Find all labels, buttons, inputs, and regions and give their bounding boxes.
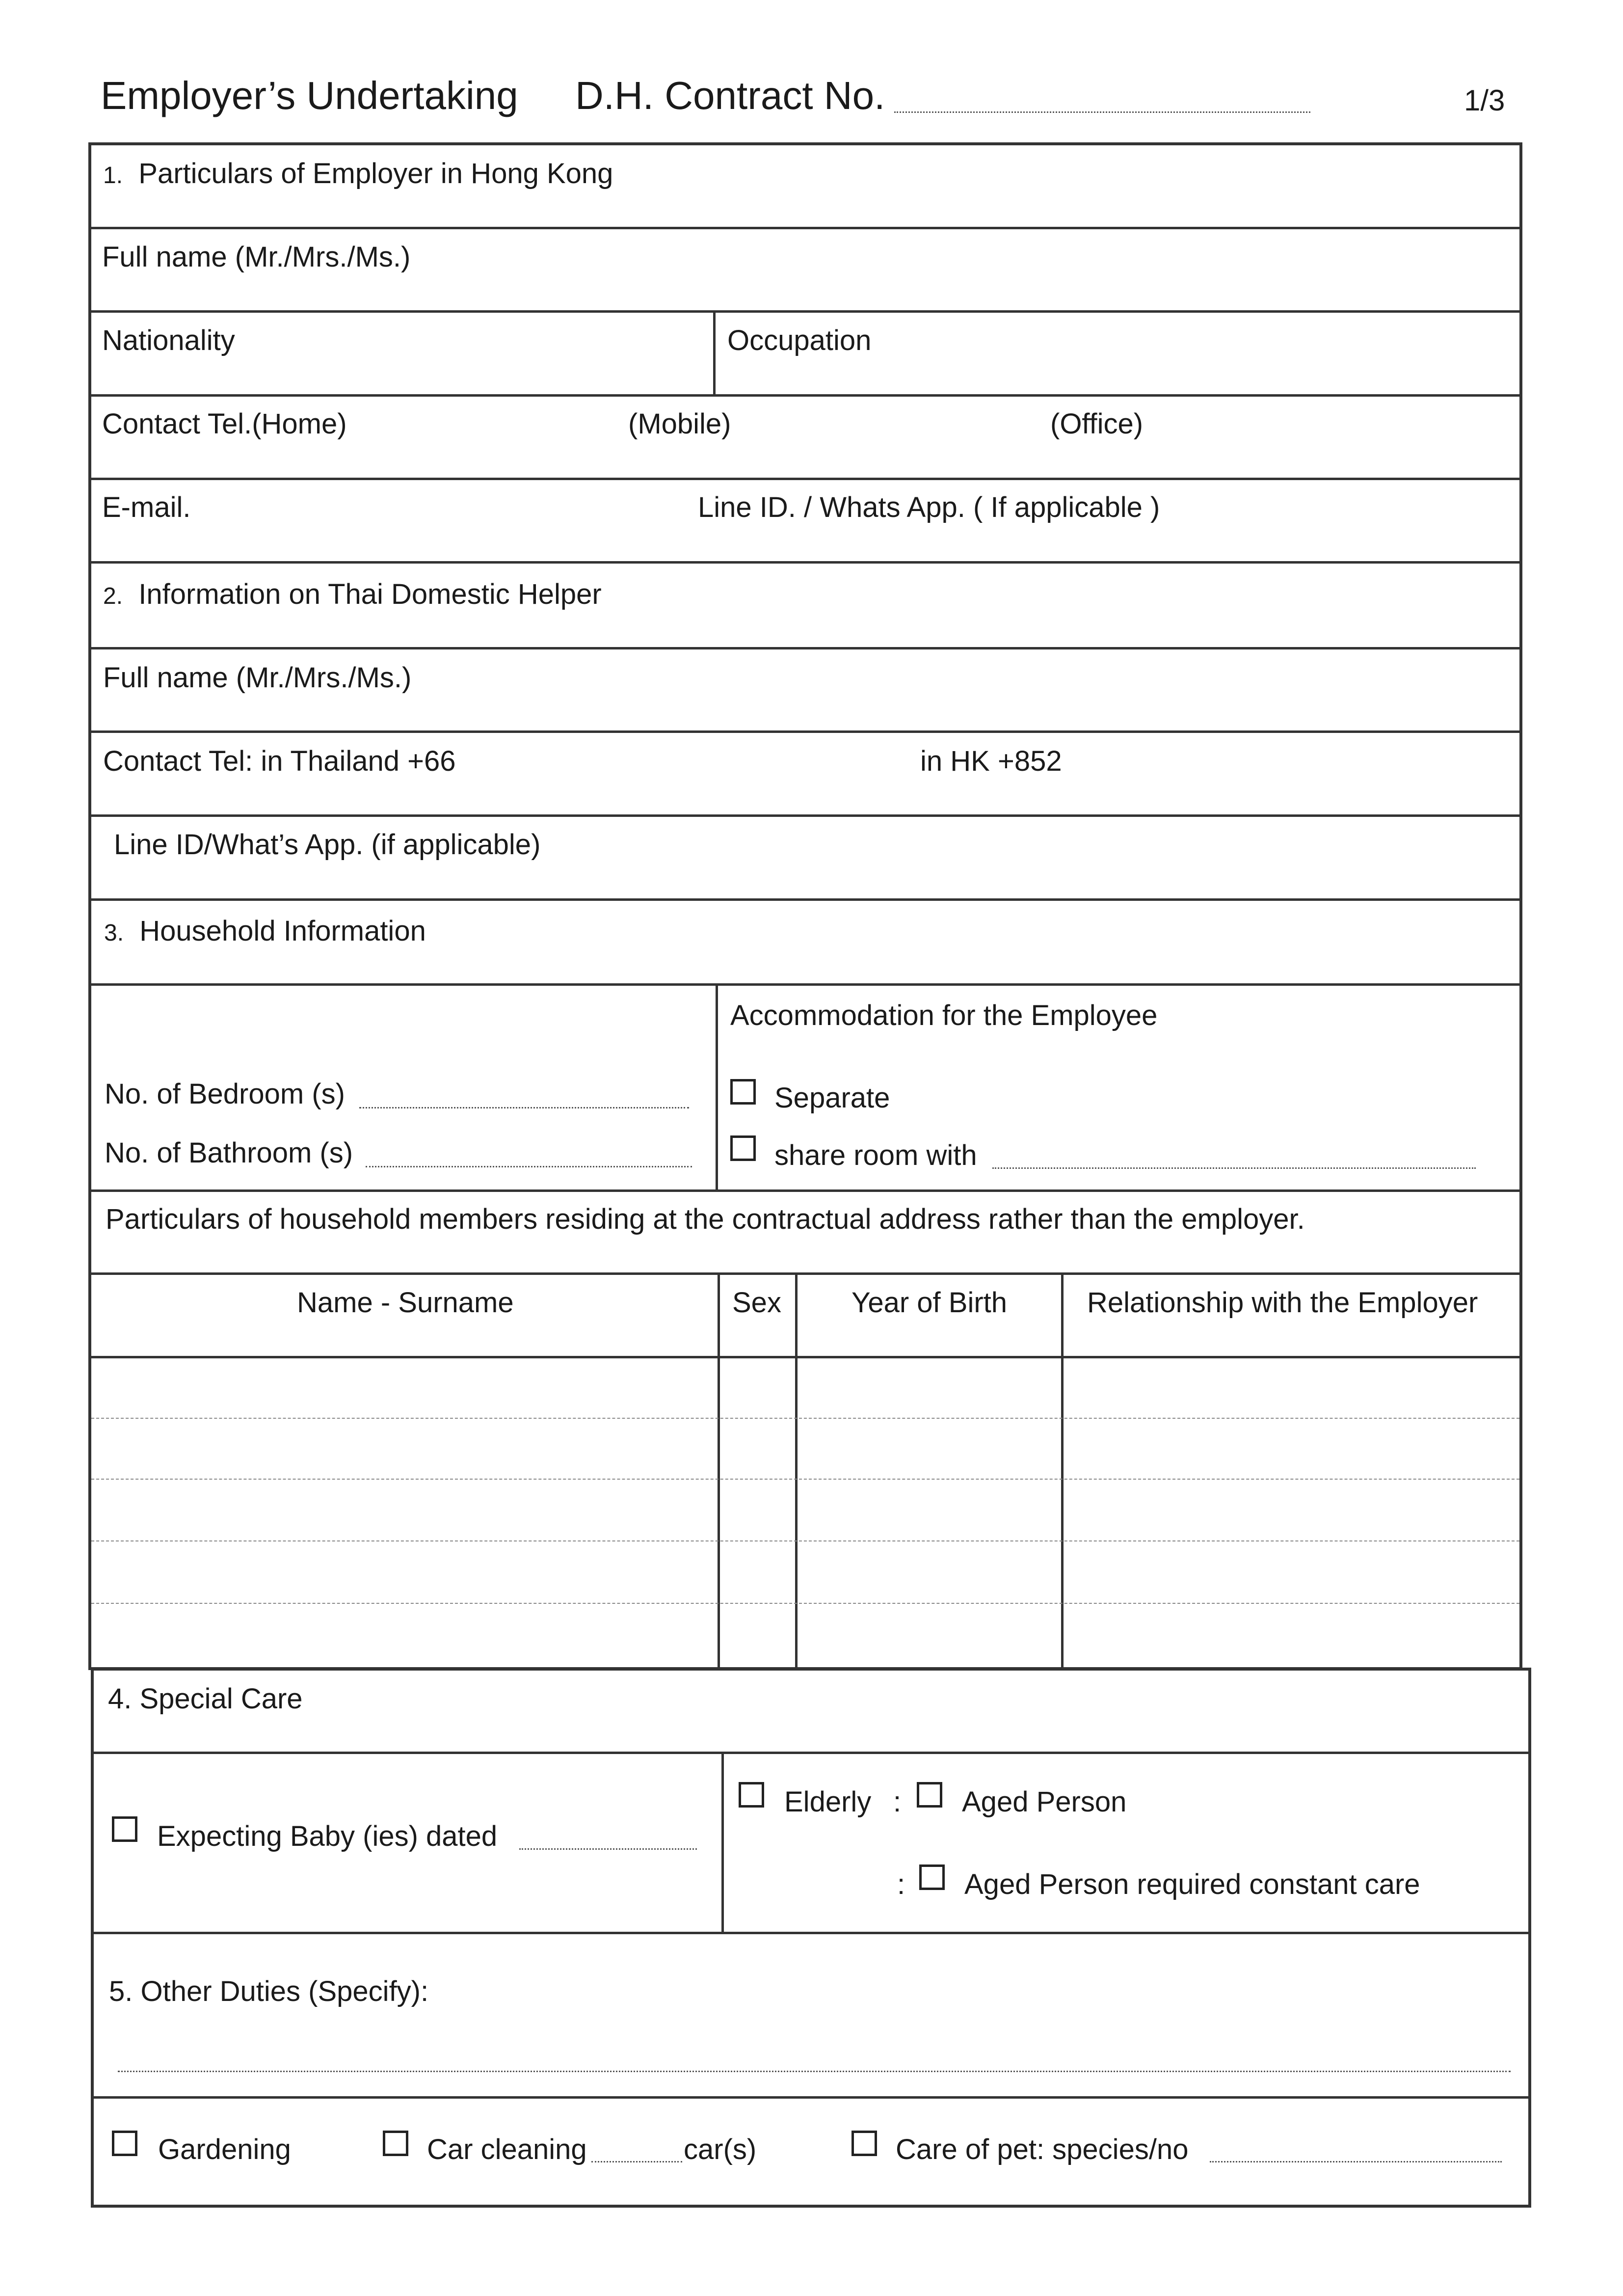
car-cleaning-checkbox[interactable] <box>383 2131 408 2156</box>
divider <box>713 310 716 395</box>
section3-header <box>104 917 426 945</box>
employer-tel-mobile-field[interactable]: (Mobile) <box>628 408 731 440</box>
aged-person-label: Aged Person <box>962 1786 1127 1818</box>
expecting-baby-checkbox[interactable] <box>112 1816 137 1842</box>
section1-title: Particulars of Employer in Hong Kong <box>138 158 613 189</box>
accommodation-title: Accommodation for the Employee <box>730 999 1158 1031</box>
employer-nationality-field[interactable]: Nationality <box>102 324 235 356</box>
contract-number-label: D.H. Contract No. <box>575 74 885 117</box>
column-header-sex: Sex <box>732 1287 781 1319</box>
divider <box>90 310 1521 313</box>
row-divider <box>91 1540 1519 1541</box>
employer-email-field[interactable]: E-mail. <box>102 491 191 523</box>
divider <box>90 814 1521 817</box>
helper-line-id-field[interactable]: Line ID/What’s App. (if applicable) <box>114 829 541 861</box>
table-row[interactable] <box>91 1480 1519 1539</box>
section2-title: Information on Thai Domestic Helper <box>138 578 602 610</box>
car-count-field[interactable] <box>591 2161 682 2162</box>
household-members-note: Particulars of household members residing at the contractual address rather than the employer. <box>106 1203 1305 1235</box>
row-divider <box>91 1479 1519 1480</box>
section2-header <box>103 580 602 609</box>
employer-line-id-field[interactable]: Line ID. / Whats App. ( If applicable ) <box>698 491 1160 523</box>
separate-checkbox[interactable] <box>730 1079 756 1105</box>
section5-title: 5. Other Duties (Specify): <box>109 1975 429 2007</box>
section3-number: 3. <box>104 920 124 946</box>
divider <box>90 730 1521 733</box>
divider <box>90 227 1521 229</box>
section1-number: 1. <box>103 162 123 189</box>
form-frame-sections-4-5 <box>91 1668 1531 2208</box>
form-title: Employer’s Undertaking <box>101 74 518 117</box>
divider <box>92 1752 1530 1754</box>
elderly-label: Elderly <box>784 1786 872 1818</box>
contract-number-field[interactable] <box>894 111 1310 113</box>
divider <box>90 983 1521 986</box>
section-divider <box>90 898 1521 901</box>
pet-care-field[interactable] <box>1210 2161 1502 2162</box>
employer-full-name-field[interactable]: Full name (Mr./Mrs./Ms.) <box>102 241 411 273</box>
aged-constant-care-label: Aged Person required constant care <box>964 1868 1420 1900</box>
other-duties-field[interactable] <box>118 2071 1511 2072</box>
pet-care-label: Care of pet: species/no <box>896 2134 1189 2165</box>
helper-tel-thailand-field[interactable]: Contact Tel: in Thailand +66 <box>103 745 456 777</box>
section3-title: Household Information <box>139 915 426 947</box>
expecting-baby-date-field[interactable] <box>519 1848 697 1850</box>
aged-person-checkbox[interactable] <box>917 1782 942 1808</box>
section4-title: 4. Special Care <box>108 1683 303 1715</box>
bathrooms-field[interactable] <box>366 1166 692 1167</box>
elderly-colon: : <box>893 1786 902 1818</box>
bathrooms-label: No. of Bathroom (s) <box>105 1137 353 1169</box>
car-count-suffix: car(s) <box>684 2134 757 2165</box>
row-divider <box>91 1603 1519 1604</box>
elderly-checkbox[interactable] <box>739 1782 764 1808</box>
divider <box>90 478 1521 480</box>
section1-header <box>103 160 613 188</box>
divider <box>90 1189 1521 1192</box>
section-divider <box>92 1932 1530 1934</box>
gardening-checkbox[interactable] <box>112 2131 137 2156</box>
bedrooms-field[interactable] <box>359 1107 689 1108</box>
column-header-year-of-birth: Year of Birth <box>851 1287 1008 1319</box>
row-divider <box>91 1418 1519 1419</box>
table-row[interactable] <box>91 1358 1519 1417</box>
gardening-label: Gardening <box>158 2134 291 2165</box>
employer-occupation-field[interactable]: Occupation <box>727 324 872 356</box>
share-room-label: share room with <box>774 1139 977 1171</box>
column-header-name: Name - Surname <box>297 1287 514 1319</box>
helper-full-name-field[interactable]: Full name (Mr./Mrs./Ms.) <box>103 662 412 694</box>
section-divider <box>90 561 1521 564</box>
divider <box>90 647 1521 649</box>
table-row[interactable] <box>91 1542 1519 1601</box>
table-row[interactable] <box>91 1419 1519 1478</box>
pet-care-checkbox[interactable] <box>851 2131 877 2156</box>
employer-tel-office-field[interactable]: (Office) <box>1050 408 1144 440</box>
page-number: 1/3 <box>1464 84 1505 117</box>
helper-tel-hk-field[interactable]: in HK +852 <box>920 745 1062 777</box>
divider <box>721 1752 724 1932</box>
bedrooms-label: No. of Bedroom (s) <box>105 1078 345 1110</box>
table-row[interactable] <box>91 1604 1519 1666</box>
divider <box>716 983 718 1189</box>
column-header-relationship: Relationship with the Employer <box>1087 1287 1478 1319</box>
employer-tel-home-field[interactable]: Contact Tel.(Home) <box>102 408 347 440</box>
separate-label: Separate <box>774 1082 890 1114</box>
divider <box>92 2096 1530 2099</box>
share-room-field[interactable] <box>992 1167 1476 1169</box>
aged-constant-colon: : <box>897 1868 905 1900</box>
car-cleaning-label: Car cleaning <box>427 2134 587 2165</box>
section2-number: 2. <box>103 583 123 609</box>
aged-constant-care-checkbox[interactable] <box>919 1864 945 1890</box>
divider <box>90 394 1521 397</box>
divider <box>90 1272 1521 1275</box>
expecting-baby-label: Expecting Baby (ies) dated <box>157 1820 498 1852</box>
share-room-checkbox[interactable] <box>730 1135 756 1161</box>
